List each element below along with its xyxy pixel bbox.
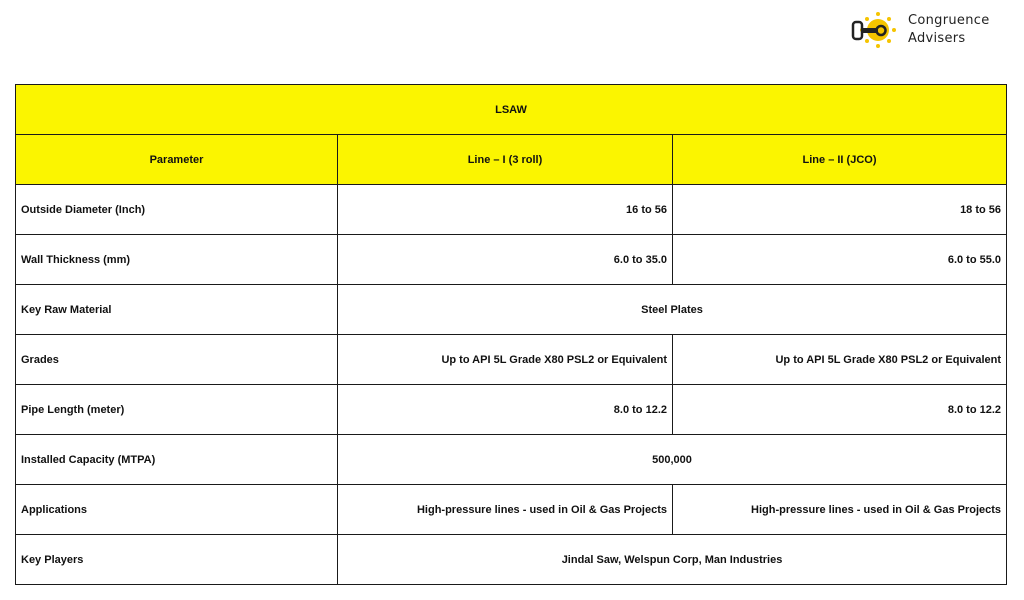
table-row — [16, 185, 1007, 235]
company-logo — [848, 8, 1008, 52]
row-label: Installed Capacity (MTPA) — [16, 435, 338, 485]
logo-name-line2: Advisers — [908, 31, 966, 46]
row-label: Pipe Length (meter) — [16, 385, 338, 435]
row-value-line-1: Up to API 5L Grade X80 PSL2 or Equivalent — [338, 335, 673, 385]
table-row — [16, 385, 1007, 435]
table-row — [16, 535, 1007, 585]
table-row — [16, 285, 1007, 335]
row-label: Applications — [16, 485, 338, 535]
table-row — [16, 435, 1007, 485]
row-value-line-2: Up to API 5L Grade X80 PSL2 or Equivalent — [673, 335, 1007, 385]
table-row — [16, 485, 1007, 535]
key-lock-icon — [848, 8, 902, 52]
table-title: LSAW — [16, 85, 1007, 135]
row-label: Outside Diameter (Inch) — [16, 185, 338, 235]
row-value-line-2: 18 to 56 — [673, 185, 1007, 235]
lsaw-table — [15, 84, 1007, 585]
row-label: Grades — [16, 335, 338, 385]
header-line-1: Line – I (3 roll) — [338, 135, 673, 185]
header-line-2: Line – II (JCO) — [673, 135, 1007, 185]
row-value-merged: 500,000 — [338, 435, 1007, 485]
row-value-line-1: 8.0 to 12.2 — [338, 385, 673, 435]
header-parameter: Parameter — [16, 135, 338, 185]
row-value-line-1: High-pressure lines - used in Oil & Gas Projects — [338, 485, 673, 535]
row-value-line-2: 6.0 to 55.0 — [673, 235, 1007, 285]
table-header-row — [16, 135, 1007, 185]
row-label: Wall Thickness (mm) — [16, 235, 338, 285]
row-value-merged: Steel Plates — [338, 285, 1007, 335]
table-row — [16, 235, 1007, 285]
row-value-merged: Jindal Saw, Welspun Corp, Man Industries — [338, 535, 1007, 585]
row-value-line-1: 16 to 56 — [338, 185, 673, 235]
table-title-row — [16, 85, 1007, 135]
table-row — [16, 335, 1007, 385]
row-value-line-2: High-pressure lines - used in Oil & Gas Projects — [673, 485, 1007, 535]
logo-name-line1: Congruence — [908, 13, 990, 28]
row-value-line-2: 8.0 to 12.2 — [673, 385, 1007, 435]
row-label: Key Players — [16, 535, 338, 585]
row-value-line-1: 6.0 to 35.0 — [338, 235, 673, 285]
row-label: Key Raw Material — [16, 285, 338, 335]
